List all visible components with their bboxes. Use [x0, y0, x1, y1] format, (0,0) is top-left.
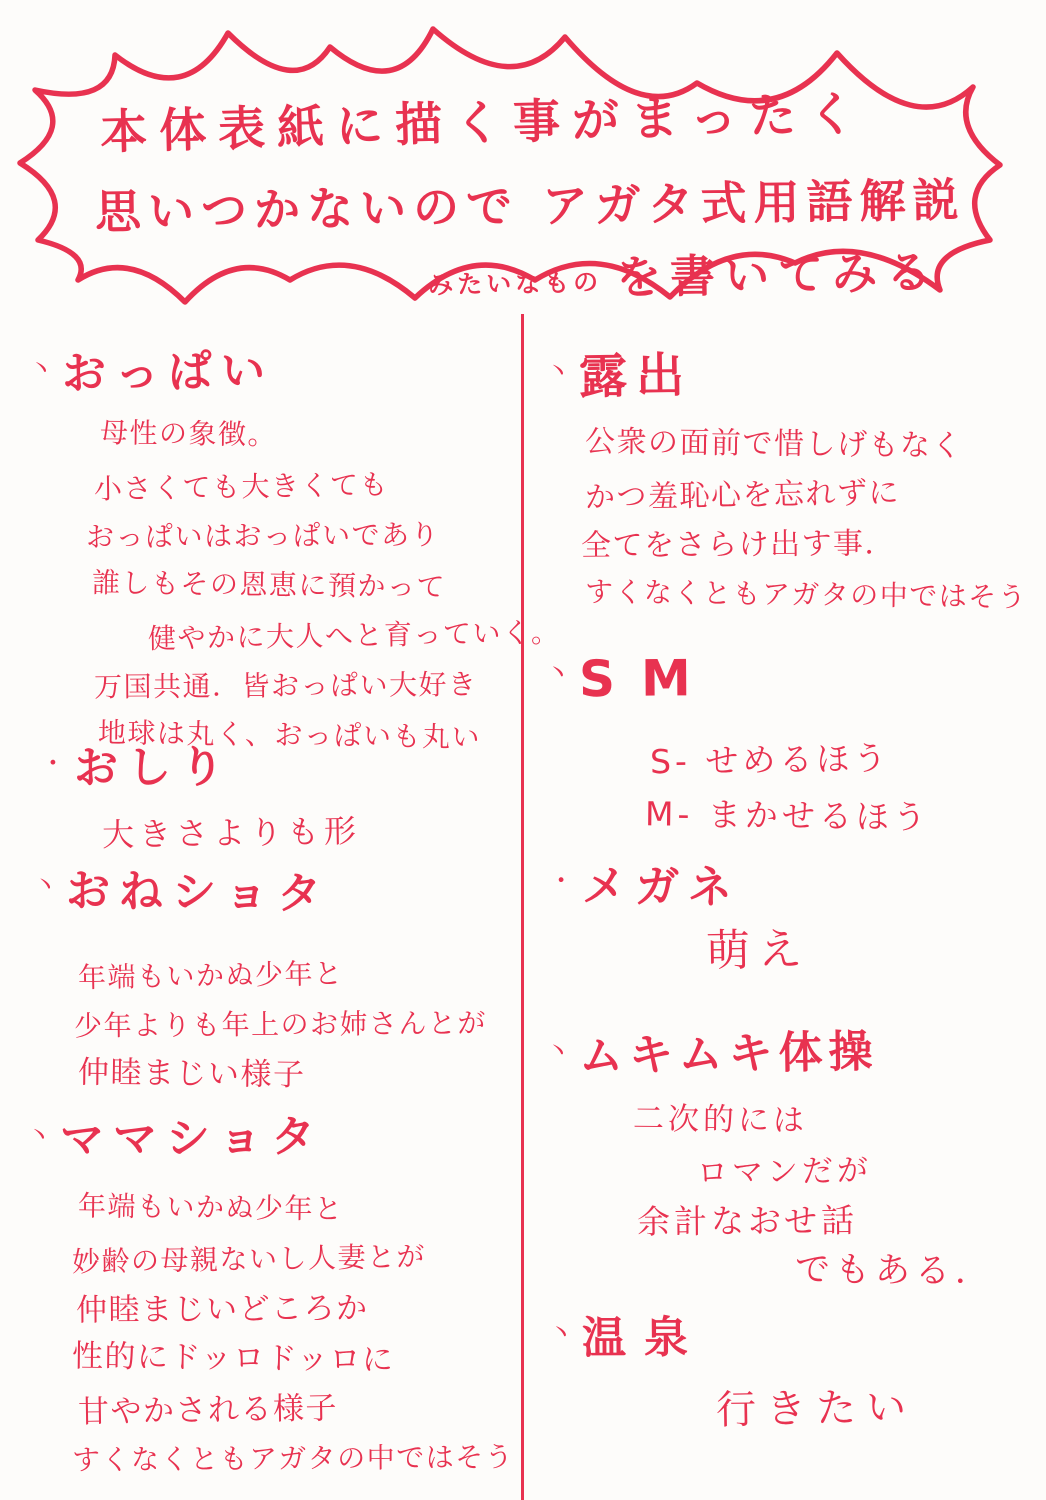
- definition-line: 仲睦まじいどころか: [75, 1290, 369, 1329]
- definition-line: 性的にドッロドッロに: [71, 1338, 395, 1379]
- bullet-mark: 丶: [544, 659, 572, 690]
- definition-line: 年端もいかぬ少年と: [77, 1189, 344, 1226]
- definition-line: 二次的には: [632, 1100, 809, 1139]
- glossary-section-megane: [548, 862, 810, 976]
- bullet-mark: 丶: [547, 1319, 575, 1350]
- definition-line: 大きさよりも形: [101, 811, 362, 855]
- bullet-mark: ・: [547, 866, 575, 897]
- glossary-section-mamashota: [26, 1112, 514, 1484]
- bullet-mark: 丶: [544, 357, 572, 388]
- glossary-section-mukimuki-taisou: [545, 1028, 995, 1296]
- title-line-3: [427, 236, 940, 310]
- bullet-mark: ・: [39, 748, 67, 780]
- definition-line: おっぱいはおっぱいであり: [85, 518, 441, 554]
- definition-line: 地球は丸く、おっぱいも丸い: [97, 716, 482, 754]
- term-label: 温泉: [581, 1312, 707, 1365]
- definition-line: 公衆の面前で惜しげもなく: [584, 424, 964, 464]
- term-label: 露出: [578, 347, 694, 406]
- title-line-3-small: みたいなもの: [427, 267, 603, 300]
- definition-line: 誰しもその恩恵に預かって: [91, 566, 447, 604]
- title-line-1: 本体表紙に描く事がまったく: [99, 86, 868, 161]
- definition-line: ロマンだが: [696, 1152, 873, 1192]
- bullet-mark: 丶: [31, 871, 59, 902]
- bullet-mark: 丶: [27, 354, 55, 386]
- glossary-section-sm: [544, 649, 931, 844]
- definition-line: かつ羞恥心を忘れずに: [584, 475, 901, 516]
- term-label: おしり: [73, 741, 234, 794]
- term-label: ムキムキ体操: [578, 1026, 879, 1082]
- definition-line: 妙齢の母親ないし人妻とが: [71, 1239, 427, 1279]
- title-line-3-big: を書いてみる: [615, 245, 941, 305]
- glossary-section-roshutsu: [545, 348, 1027, 620]
- term-label: おっぱい: [61, 345, 275, 400]
- glossary-section-oppai: [28, 345, 560, 761]
- definition-line: 余計なおせ話: [636, 1200, 859, 1242]
- bullet-mark: 丶: [25, 1121, 53, 1152]
- term-label: メガネ: [581, 860, 742, 914]
- term-label: ママショタ: [59, 1111, 325, 1167]
- bullet-mark: 丶: [544, 1037, 572, 1068]
- glossary-section-oneshota: [31, 865, 488, 1100]
- definition-line: 全てをさらけ出す事．: [580, 526, 897, 564]
- glossary-section-onsen: [548, 1312, 916, 1434]
- title-line-2: 思いつかないので アガタ式用語解説: [94, 172, 966, 240]
- definition-line: 年端もいかぬ少年と: [77, 957, 344, 995]
- definition-line: M- まかせるほう: [644, 794, 931, 837]
- definition-line: すくなくともアガタの中ではそう: [71, 1440, 515, 1477]
- definition-line: でもある．: [794, 1249, 996, 1293]
- definition-line: 行きたい: [715, 1384, 917, 1434]
- definition-line: 仲睦まじい様子: [77, 1054, 306, 1094]
- term-label: SM: [578, 649, 717, 709]
- term-label: おねショタ: [65, 865, 331, 920]
- definition-line: 万国共通．皆おっぱい大好き: [93, 667, 478, 704]
- definition-line: 甘やかされる様子: [77, 1390, 339, 1431]
- definition-line: 健やかに大人へと育っていく。: [147, 615, 561, 656]
- definition-line: すくなくともアガタの中ではそう: [584, 575, 1028, 614]
- definition-line: 母性の象徴。: [99, 416, 278, 452]
- glossary-section-oshiri: [40, 742, 361, 858]
- definition-line: 少年よりも年上のお姉さんとが: [73, 1006, 488, 1043]
- definition-line: 萌え: [705, 924, 811, 977]
- definition-line: 小さくても大きくても: [93, 468, 390, 506]
- definition-line: S- せめるほう: [649, 738, 891, 782]
